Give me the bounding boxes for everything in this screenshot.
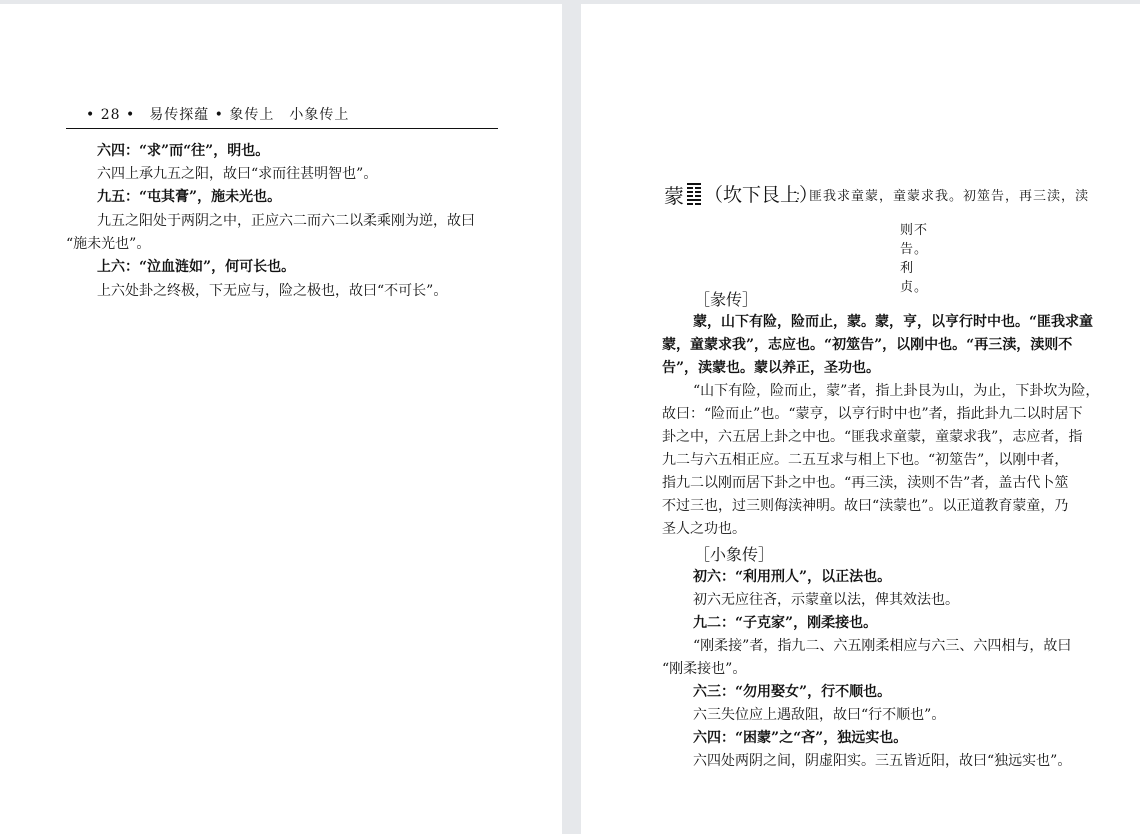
text-line: 圣人之功也。 xyxy=(662,521,746,537)
text-line: 九五：“屯其膏”，施未光也。 xyxy=(97,189,282,205)
text-line: 上六：“泣血涟如”，何可长也。 xyxy=(97,259,296,275)
text-line: 蒙，童蒙求我”，志应也。“初筮告”，以刚中也。“再三渎，渎则不 xyxy=(662,337,1073,353)
text-line: 故曰：“险而止”也。“蒙亨，以亨行时中也”者，指此卦九二以时居下 xyxy=(662,406,1083,422)
section-heading-xiaoxiang: ［小象传］ xyxy=(694,545,775,564)
text-line: 六四：“困蒙”之“吝”，独远实也。 xyxy=(693,730,908,746)
text-line: 六四：“求”而“往”，明也。 xyxy=(97,143,270,159)
text-line: 九二与六五相正应。二五互求与相上下也。“初筮告”，以刚中者， xyxy=(662,452,1069,468)
text-line: 初六：“利用刑人”，以正法也。 xyxy=(693,569,892,585)
text-line: 上六处卦之终极，下无应与，险之极也，故曰“不可长”。 xyxy=(97,283,448,299)
hexagram-line-full xyxy=(687,183,701,185)
text-line: 九五之阳处于两阴之中，正应六二而六二以柔乘刚为逆，故曰 xyxy=(97,213,475,229)
hexagram-line-broken xyxy=(687,191,701,193)
hexagram-line-full xyxy=(687,199,701,201)
page-header xyxy=(66,104,498,124)
hexagram-name: 蒙 xyxy=(664,184,684,208)
header-rule xyxy=(66,128,498,129)
text-line: 初六无应往吝，示蒙童以法，俾其效法也。 xyxy=(693,592,959,608)
text-line: “刚柔接也”。 xyxy=(662,661,747,677)
text-line: 六四上承九五之阳，故曰“求而往甚明智也”。 xyxy=(97,166,378,182)
page-number: • 28 • xyxy=(86,107,136,123)
text-line: 六三：“勿用娶女”，行不顺也。 xyxy=(693,684,892,700)
hexagram-trigrams: （坎下艮上） xyxy=(704,184,819,206)
text-line: “山下有险，险而止，蒙”者，指上卦艮为山，为止，下卦坎为险， xyxy=(693,383,1100,399)
text-line: 指九二以刚而居下卦之中也。“再三渎，渎则不告”者，盖古代卜筮 xyxy=(662,475,1069,491)
right-page xyxy=(581,4,1140,834)
text-line: 蒙，山下有险，险而止，蒙。蒙，亨，以亨行时中也。“匪我求童 xyxy=(693,314,1094,330)
text-line: 六三失位应上遇敌阻，故曰“行不顺也”。 xyxy=(693,707,946,723)
hexagram-line-broken xyxy=(687,203,701,205)
text-line: “施未光也”。 xyxy=(66,236,151,252)
text-line: 六四处两阴之间，阴虚阳实。三五皆近阳，故曰“独远实也”。 xyxy=(693,753,1072,769)
hexagram-line-broken xyxy=(687,195,701,197)
hexagram-judgment-cont: 则不告。利贞。 xyxy=(900,223,929,295)
running-title: 易传探蕴 • 象传上 小象传上 xyxy=(149,107,350,123)
left-page xyxy=(0,4,562,834)
text-line: 卦之中，六五居上卦之中也。“匪我求童蒙，童蒙求我”，志应者，指 xyxy=(662,429,1083,445)
text-line: 九二：“子克家”，刚柔接也。 xyxy=(693,615,878,631)
hexagram-line-broken xyxy=(687,187,701,189)
text-line: 告”，渎蒙也。蒙以养正，圣功也。 xyxy=(662,360,881,376)
section-heading-tuan: ［彖传］ xyxy=(694,290,759,309)
text-line: 不过三也，过三则侮渎神明。故曰“渎蒙也”。以正道教育蒙童，乃 xyxy=(662,498,1069,514)
text-line: “刚柔接”者，指九二、六五刚柔相应与六三、六四相与，故曰 xyxy=(693,638,1072,654)
hexagram-symbol xyxy=(687,181,701,207)
hexagram-judgment: ：匪我求童蒙，童蒙求我。初筮告，再三渎，渎 xyxy=(795,189,1090,204)
